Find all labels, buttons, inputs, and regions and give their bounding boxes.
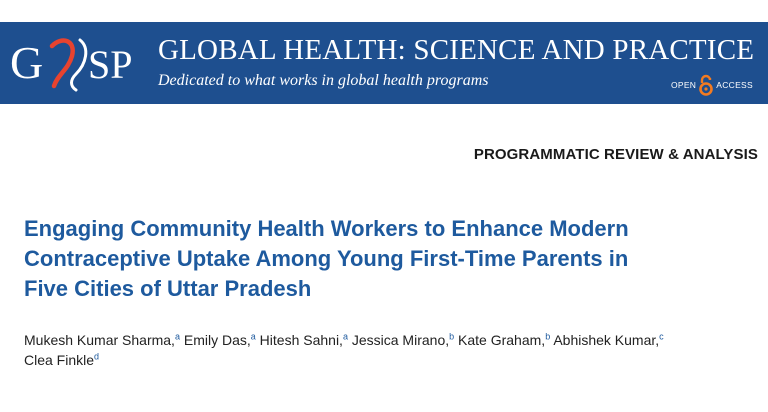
author-name: Hitesh Sahni, (259, 332, 343, 348)
author-name: Mukesh Kumar Sharma, (24, 332, 175, 348)
author-affiliation: b (545, 331, 551, 342)
author-affiliation: d (94, 351, 100, 362)
article-title-line: Five Cities of Uttar Pradesh (24, 276, 312, 301)
ghsp-logo[interactable] (10, 30, 140, 94)
author-affiliation: a (174, 331, 180, 342)
journal-title: GLOBAL HEALTH: SCIENCE AND PRACTICE (158, 34, 755, 66)
author-name: Kate Graham, (458, 332, 546, 348)
author-list (24, 330, 764, 370)
author-line (24, 350, 764, 370)
logo-letters-sp: SP (88, 42, 133, 87)
author-name: Jessica Mirano, (351, 332, 450, 348)
article-section-label: PROGRAMMATIC REVIEW & ANALYSIS (473, 146, 758, 163)
author-affiliation: b (449, 331, 455, 342)
logo-letter-g: G (10, 37, 44, 88)
author-name: Abhishek Kumar, (553, 332, 660, 348)
article-title (24, 214, 764, 304)
logo-red-swoosh (52, 41, 73, 86)
journal-tagline: Dedicated to what works in global health programs (158, 72, 489, 89)
author-line (24, 330, 764, 350)
open-access-badge (671, 74, 753, 96)
author-affiliation: a (250, 331, 256, 342)
author-name: Emily Das, (183, 332, 251, 348)
author-affiliation: c (659, 331, 664, 342)
author-name: Clea Finkle (24, 352, 95, 368)
article-title-line: Engaging Community Health Workers to Enhance Modern (24, 216, 629, 241)
open-access-lock-icon (698, 74, 714, 96)
journal-banner (0, 22, 768, 104)
open-access-access-label: ACCESS (716, 80, 753, 90)
open-access-open-label: OPEN (670, 80, 697, 90)
article-title-line: Contraceptive Uptake Among Young First-Time Parents in (24, 246, 629, 271)
author-affiliation: a (342, 331, 348, 342)
